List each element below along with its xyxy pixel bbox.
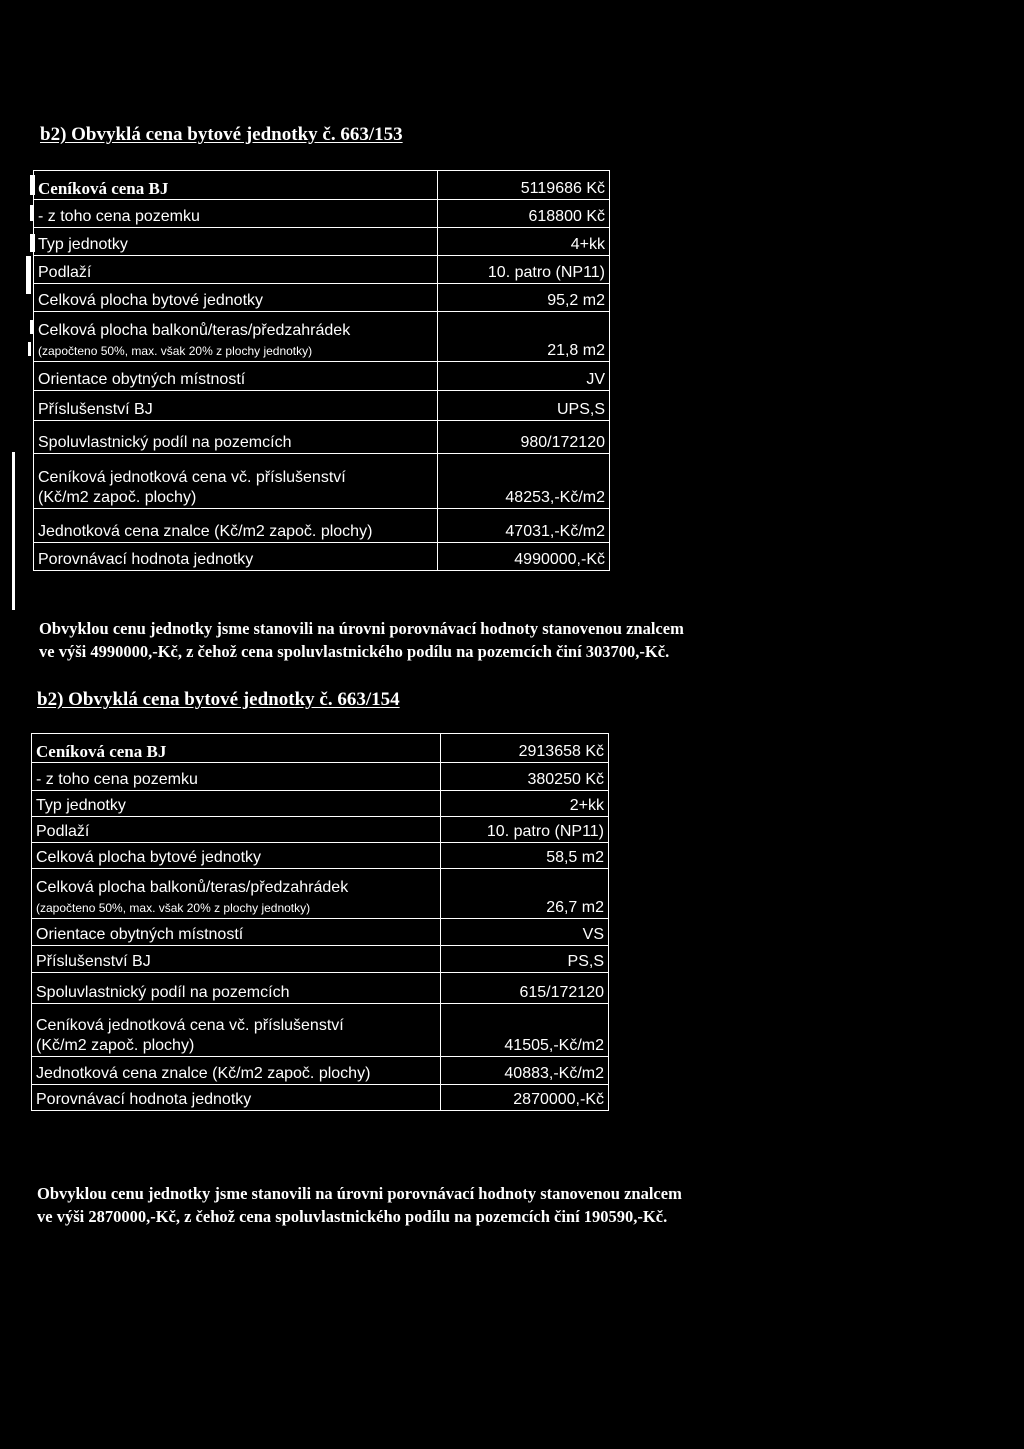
scan-mark [28,342,31,356]
row-label: Typ jednotky [32,791,441,817]
row-label: Jednotková cena znalce (Kč/m2 započ. plochy) [32,1057,441,1085]
row-label: Celková plocha bytové jednotky [32,843,441,869]
row-label: Jednotková cena znalce (Kč/m2 započ. plochy) [34,509,438,543]
table-row [32,919,609,946]
table-row [32,1057,609,1085]
scan-mark [26,256,31,294]
row-label: Celková plocha bytové jednotky [34,284,438,312]
row-value: UPS,S [438,391,610,421]
row-value: 26,7 m2 [441,869,609,919]
row-label: Ceníková cena BJ [32,734,441,763]
row-label-note: (započteno 50%, max. však 20% z plochy jednotky) [38,344,313,358]
table-row [32,734,609,763]
table-row [34,421,610,454]
row-label-main: Ceníková jednotková cena vč. příslušenství [38,469,346,486]
row-value: 10. patro (NP11) [438,256,610,284]
row-value: 47031,-Kč/m2 [438,509,610,543]
conclusion-line: ve výši 4990000,-Kč, z čehož cena spoluvlastnického podílu na pozemcích činí 303700,-Kč. [39,642,670,661]
row-value: 2+kk [441,791,609,817]
table-row [34,362,610,391]
row-value: 2870000,-Kč [441,1085,609,1111]
row-label [32,1004,441,1057]
row-label-main: Celková plocha balkonů/teras/předzahrádek [38,322,351,339]
table-row [32,817,609,843]
row-label-main: Celková plocha balkonů/teras/předzahrádek [36,879,349,896]
section1-heading: b2) Obvyklá cena bytové jednotky č. 663/153 [40,124,403,145]
row-label-note: (započteno 50%, max. však 20% z plochy jednotky) [36,901,311,915]
table-row [34,200,610,228]
row-value: 48253,-Kč/m2 [438,454,610,509]
table-row [32,973,609,1004]
scan-mark [12,452,15,610]
row-label [34,454,438,509]
row-value: 980/172120 [438,421,610,454]
table-row [34,171,610,200]
row-label-line2: (Kč/m2 započ. plochy) [36,1037,195,1054]
row-label: Příslušenství BJ [34,391,438,421]
row-value: JV [438,362,610,391]
table-row [32,946,609,973]
row-value: 10. patro (NP11) [441,817,609,843]
row-value: 40883,-Kč/m2 [441,1057,609,1085]
table-row [34,391,610,421]
row-label: Podlaží [32,817,441,843]
row-label: - z toho cena pozemku [32,763,441,791]
section2-heading: b2) Obvyklá cena bytové jednotky č. 663/154 [37,689,400,710]
table-row [32,763,609,791]
table-row [32,1004,609,1057]
row-value: 95,2 m2 [438,284,610,312]
row-label-main: Ceníková jednotková cena vč. příslušenství [36,1017,344,1034]
row-label: Orientace obytných místností [32,919,441,946]
row-value: 4+kk [438,228,610,256]
row-label: Spoluvlastnický podíl na pozemcích [32,973,441,1004]
row-value: 58,5 m2 [441,843,609,869]
row-value: 41505,-Kč/m2 [441,1004,609,1057]
table-row [34,543,610,571]
row-value: VS [441,919,609,946]
row-label: Porovnávací hodnota jednotky [32,1085,441,1111]
row-label-line2: (Kč/m2 započ. plochy) [38,489,197,506]
row-value: 615/172120 [441,973,609,1004]
table-row [32,1085,609,1111]
table-row [34,509,610,543]
row-value: 380250 Kč [441,763,609,791]
row-value: 5119686 Kč [438,171,610,200]
row-value: 21,8 m2 [438,312,610,362]
row-label: Ceníková cena BJ [34,171,438,200]
row-value: 618800 Kč [438,200,610,228]
section2-table [31,733,609,1111]
section2-conclusion [37,1182,682,1228]
conclusion-line: ve výši 2870000,-Kč, z čehož cena spoluvlastnického podílu na pozemcích činí 190590,-Kč. [37,1207,668,1226]
table-row [32,869,609,919]
row-label: Porovnávací hodnota jednotky [34,543,438,571]
row-value: 2913658 Kč [441,734,609,763]
row-label [32,869,441,919]
table-row [32,843,609,869]
table-row [34,256,610,284]
row-label: Typ jednotky [34,228,438,256]
section1-table [33,170,610,571]
row-value: PS,S [441,946,609,973]
row-label: Orientace obytných místností [34,362,438,391]
table-row [34,454,610,509]
table-row [34,228,610,256]
row-label: Podlaží [34,256,438,284]
row-label: - z toho cena pozemku [34,200,438,228]
conclusion-line: Obvyklou cenu jednotky jsme stanovili na úrovni porovnávací hodnoty stanovenou znalcem [39,619,684,638]
table-row [32,791,609,817]
row-label [34,312,438,362]
row-value: 4990000,-Kč [438,543,610,571]
section1-conclusion [39,617,684,663]
conclusion-line: Obvyklou cenu jednotky jsme stanovili na úrovni porovnávací hodnoty stanovenou znalcem [37,1184,682,1203]
row-label: Spoluvlastnický podíl na pozemcích [34,421,438,454]
row-label: Příslušenství BJ [32,946,441,973]
table-row [34,312,610,362]
table-row [34,284,610,312]
